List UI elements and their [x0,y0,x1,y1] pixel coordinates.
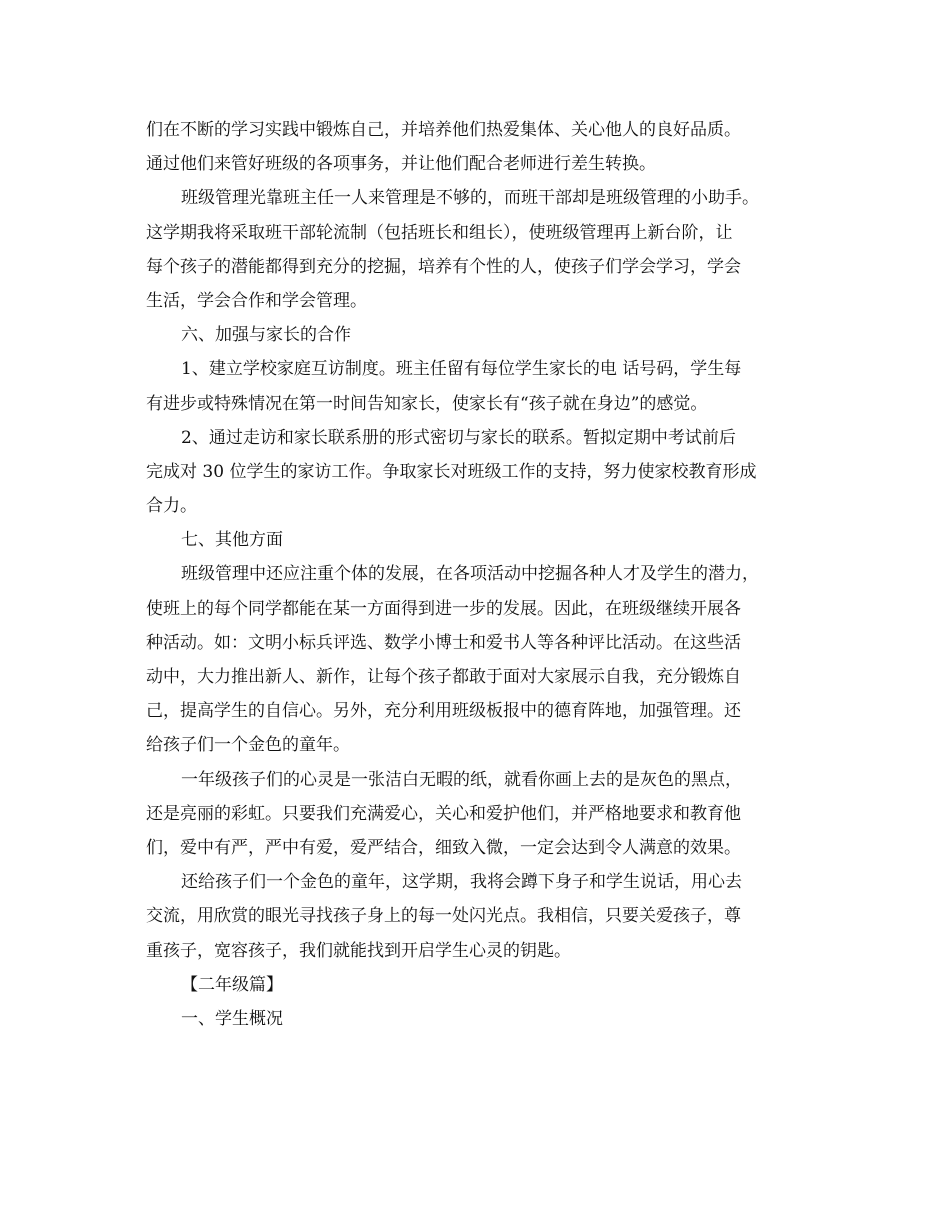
text-line: 一年级孩子们的心灵是一张洁白无暇的纸，就看你画上去的是灰色的黑点， [181,769,742,790]
text-line: 2、通过走访和家长联系册的形式密切与家长的联系。暂拟定期中考试前后 [181,427,736,448]
section-heading: 【二年级篇】 [181,974,283,995]
text-line: 给孩子们一个金色的童年。 [146,735,350,756]
text-line: 己，提高学生的自信心。另外，充分利用班级板报中的德育阵地，加强管理。还 [146,701,741,722]
text-line: 班级管理光靠班主任一人来管理是不够的，而班干部却是班级管理的小助手。 [181,188,759,209]
text-line: 这学期我将采取班干部轮流制（包括班长和组长），使班级管理再上新台阶，让 [146,222,733,243]
text-line: 每个孩子的潜能都得到充分的挖掘，培养有个性的人，使孩子们学会学习，学会 [146,256,741,277]
text-line: 使班上的每个同学都能在某一方面得到进一步的发展。因此，在班级继续开展各 [146,598,741,619]
text-line: 合力。 [146,496,197,517]
text-line: 们在不断的学习实践中锻炼自己，并培养他们热爱集体、关心他人的良好品质。 [146,120,741,140]
text-line: 完成对 30 位学生的家访工作。争取家长对班级工作的支持，努力使家校教育形成 [146,461,757,482]
section-heading: 六、加强与家长的合作 [181,325,351,346]
text-line: 1、建立学校家庭互访制度。班主任留有每位学生家长的电 话号码，学生每 [181,359,742,380]
text-line: 种活动。如：文明小标兵评选、数学小博士和爱书人等各种评比活动。在这些活 [146,632,741,653]
text-line: 重孩子，宽容孩子，我们就能找到开启学生心灵的钥匙。 [146,940,571,961]
text-line: 们，爱中有严，严中有爱，爱严结合，细致入微，一定会达到令人满意的效果。 [146,837,741,858]
section-heading: 一、学生概况 [181,1008,283,1029]
section-heading: 七、其他方面 [181,530,283,551]
text-line: 还给孩子们一个金色的童年，这学期，我将会蹲下身子和学生说话，用心去 [181,872,742,893]
text-line: 生活，学会合作和学会管理。 [146,290,367,311]
text-line: 动中，大力推出新人、新作，让每个孩子都敢于面对大家展示自我，充分锻炼自 [146,667,741,687]
text-line: 有进步或特殊情况在第一时间告知家长，使家长有“孩子就在身边”的感觉。 [146,393,708,414]
document-page [146,113,812,1036]
text-line: 交流，用欣赏的眼光寻找孩子身上的每一处闪光点。我相信，只要关爱孩子，尊 [146,906,741,927]
text-line: 班级管理中还应注重个体的发展，在各项活动中挖掘各种人才及学生的潜力， [181,564,759,585]
text-line: 还是亮丽的彩虹。只要我们充满爱心，关心和爱护他们，并严格地要求和教育他 [146,803,741,824]
text-line: 通过他们来管好班级的各项事务，并让他们配合老师进行差生转换。 [146,154,656,175]
